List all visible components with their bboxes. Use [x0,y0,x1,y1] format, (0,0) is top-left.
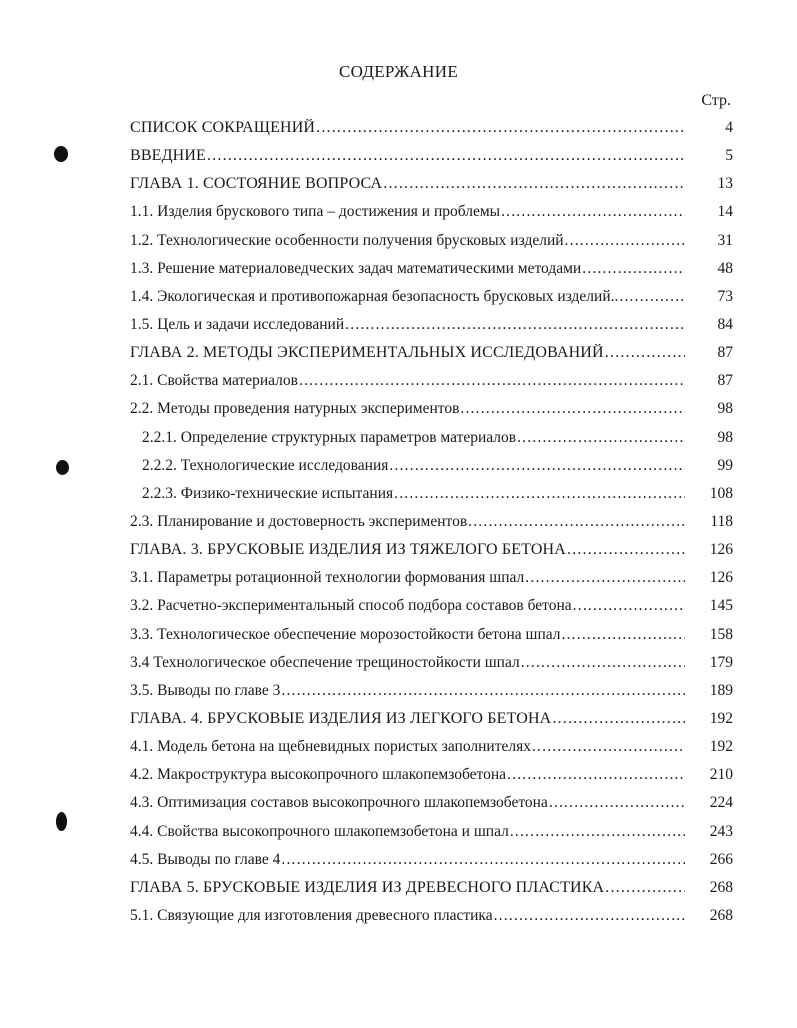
toc-entry [130,564,733,592]
toc-entry-title: 4.2. Макроструктура высокопрочного шлакопемзобетона [130,766,507,784]
toc-entry [130,227,733,255]
toc-entry-line [130,541,685,559]
toc-page-number: 13 [717,175,733,193]
toc-dot-leader [468,513,685,531]
toc-dot-leader [501,203,685,221]
toc-entry-line [130,738,685,756]
toc-entry-title: СПИСОК СОКРАЩЕНИЙ [130,119,316,137]
toc-dot-leader [549,794,685,812]
toc-dot-leader [532,738,685,756]
toc-dot-leader [207,147,685,165]
toc-entry-title: 4.1. Модель бетона на щебневидных пористых заполнителях [130,738,531,756]
toc-entry-title: ГЛАВА. 4. БРУСКОВЫЕ ИЗДЕЛИЯ ИЗ ЛЕГКОГО БЕТОНА [130,710,552,728]
toc-dot-leader [281,851,685,869]
toc-entry-title: 1.4. Экологическая и противопожарная безопасность брусковых изделий.. [130,287,619,305]
toc-entry [130,142,733,170]
toc-entry-title: 3.2. Расчетно-экспериментальный способ подбора составов бетона [130,597,572,615]
toc-entry-line [130,260,685,278]
toc-dot-leader [494,907,685,925]
toc-dot-leader [573,597,685,615]
toc-entry-title: 2.3. Планирование и достоверность экспериментов [130,513,468,531]
toc-page-number: 98 [717,400,733,418]
toc-entry-title: 4.4. Свойства высокопрочного шлакопемзобетона и шпал [130,822,509,840]
toc-entry [130,761,733,789]
toc-entry [130,846,733,874]
toc-entry-line [130,119,685,137]
toc-dot-leader [521,654,685,672]
toc-entry-line [130,907,685,925]
toc-page-number: 126 [709,569,733,587]
toc-page-number: 118 [710,513,733,531]
toc-entry-title: 1.1. Изделия брускового типа – достижения и проблемы [130,203,501,221]
toc-entry-title: 3.4 Технологическое обеспечение трещиностойкости шпал [130,653,520,671]
toc-page-number: 87 [717,344,733,362]
toc-page-number: 179 [709,653,733,671]
toc-entry-line [130,372,685,390]
toc-entry [130,592,733,620]
toc-page-number: 189 [709,681,733,699]
toc-entry [130,789,733,817]
toc-entry [130,705,733,733]
toc-dot-leader [394,485,685,503]
toc-page-number: 268 [709,878,733,896]
toc-page-number: 87 [717,372,733,390]
toc-entry-line [130,316,685,334]
toc-page-number: 210 [709,766,733,784]
toc-entry [130,902,733,930]
toc-dot-leader [562,626,685,644]
toc-entry [130,114,733,142]
toc-page-number: 145 [709,597,733,615]
toc-entry-title: ГЛАВА. 3. БРУСКОВЫЕ ИЗДЕЛИЯ ИЗ ТЯЖЕЛОГО БЕТОНА [130,541,566,559]
toc-page-number: 266 [709,850,733,868]
toc-entry-line [130,710,685,728]
toc-dot-leader [316,119,685,137]
toc-entry [130,621,733,649]
toc-entry [130,536,733,564]
toc-entry-line [130,457,685,475]
toc-dot-leader [605,879,685,897]
toc-dot-leader [605,344,685,362]
toc-dot-leader [619,288,685,306]
toc-entry-line [130,513,685,531]
toc-dot-leader [510,823,685,841]
toc-entry-title: 2.2.1. Определение структурных параметров материалов [142,428,517,446]
toc-page-number: 108 [709,484,733,502]
toc-entry-line [130,400,685,418]
toc-entry-line [130,766,685,784]
toc-entry-title: 4.5. Выводы по главе 4 [130,850,281,868]
toc-entry-title: 3.1. Параметры ротационной технологии формования шпал [130,569,525,587]
toc-entry-title: ГЛАВА 5. БРУСКОВЫЕ ИЗДЕЛИЯ ИЗ ДРЕВЕСНОГО ПЛАСТИКА [130,878,605,896]
table-of-contents [130,114,733,930]
toc-dot-leader [552,710,685,728]
toc-entry-line [130,344,685,362]
toc-page-number: 4 [725,119,733,137]
toc-entry-title: ВВЕДНИЕ [130,147,206,165]
toc-entry-line [130,626,685,644]
toc-entry-title: ГЛАВА 2. МЕТОДЫ ЭКСПЕРИМЕНТАЛЬНЫХ ИССЛЕДОВАНИЙ [130,344,604,362]
toc-entry [130,733,733,761]
toc-dot-leader [567,541,685,559]
toc-entry-title: 1.2. Технологические особенности получения брусковых изделий [130,231,564,249]
toc-page-number: 243 [709,822,733,840]
toc-entry-line [130,823,685,841]
toc-dot-leader [383,175,685,193]
toc-page-number: 99 [717,456,733,474]
toc-entry [130,395,733,423]
toc-entry-line [130,879,685,897]
binder-hole-mark [56,812,67,831]
toc-entry [130,874,733,902]
toc-page-number: 98 [717,428,733,446]
toc-dot-leader [345,316,685,334]
toc-entry [130,311,733,339]
toc-dot-leader [525,569,685,587]
toc-entry [130,452,733,480]
toc-dot-leader [299,372,685,390]
toc-dot-leader [582,260,685,278]
toc-entry-line [130,232,685,250]
toc-entry-line [130,203,685,221]
toc-entry-title: 1.3. Решение материаловедческих задач математическими методами [130,259,582,277]
toc-entry-line [130,175,685,193]
toc-entry-line [130,429,685,447]
page-column-label: Стр. [701,92,731,109]
toc-entry [130,339,733,367]
toc-entry-title: 3.3. Технологическое обеспечение морозостойкости бетона шпал [130,625,561,643]
toc-entry-title: 4.3. Оптимизация составов высокопрочного шлакопемзобетона [130,794,548,812]
toc-page-number: 224 [709,794,733,812]
toc-entry-line [130,654,685,672]
toc-dot-leader [565,232,685,250]
toc-page-number: 126 [709,541,733,559]
toc-entry-line [130,851,685,869]
binder-hole-mark [54,146,68,162]
toc-entry-title: 3.5. Выводы по главе 3 [130,681,281,699]
page-title: СОДЕРЖАНИЕ [338,62,459,81]
toc-entry-title: 2.2.2. Технологические исследования [142,456,389,474]
toc-page-number: 73 [717,287,733,305]
toc-entry [130,818,733,846]
toc-entry-line [130,794,685,812]
toc-entry [130,283,733,311]
toc-page-number: 48 [717,259,733,277]
toc-entry [130,255,733,283]
toc-page-number: 84 [717,316,733,334]
toc-entry-title: 2.2. Методы проведения натурных экспериментов [130,400,460,418]
toc-entry [130,508,733,536]
binder-hole-mark [56,460,69,475]
toc-entry-title: 5.1. Связующие для изготовления древесного пластика [130,907,493,924]
toc-page-number: 268 [709,907,733,924]
toc-entry-line [130,682,685,700]
toc-page-number: 5 [725,147,733,165]
toc-dot-leader [517,429,685,447]
toc-entry-line [130,147,685,165]
toc-dot-leader [460,400,685,418]
toc-entry-title: 2.1. Свойства материалов [130,372,298,390]
toc-entry-title: 2.2.3. Физико-технические испытания [142,484,394,502]
toc-entry [130,480,733,508]
toc-page-number: 192 [709,738,733,756]
toc-entry [130,198,733,226]
toc-entry-title: ГЛАВА 1. СОСТОЯНИЕ ВОПРОСА [130,175,383,193]
toc-page-number: 14 [717,203,733,221]
toc-page-number: 31 [717,231,733,249]
toc-entry-line [130,288,685,306]
toc-page-number: 192 [709,710,733,728]
toc-entry-line [130,485,685,503]
toc-entry [130,367,733,395]
toc-entry-title: 1.5. Цель и задачи исследований [130,316,345,334]
toc-entry-line [130,597,685,615]
toc-dot-leader [389,457,685,475]
toc-entry-line [130,569,685,587]
toc-dot-leader [281,682,685,700]
toc-entry [130,170,733,198]
toc-entry [130,649,733,677]
toc-entry [130,424,733,452]
toc-dot-leader [507,766,685,784]
toc-page-number: 158 [709,625,733,643]
toc-entry [130,677,733,705]
